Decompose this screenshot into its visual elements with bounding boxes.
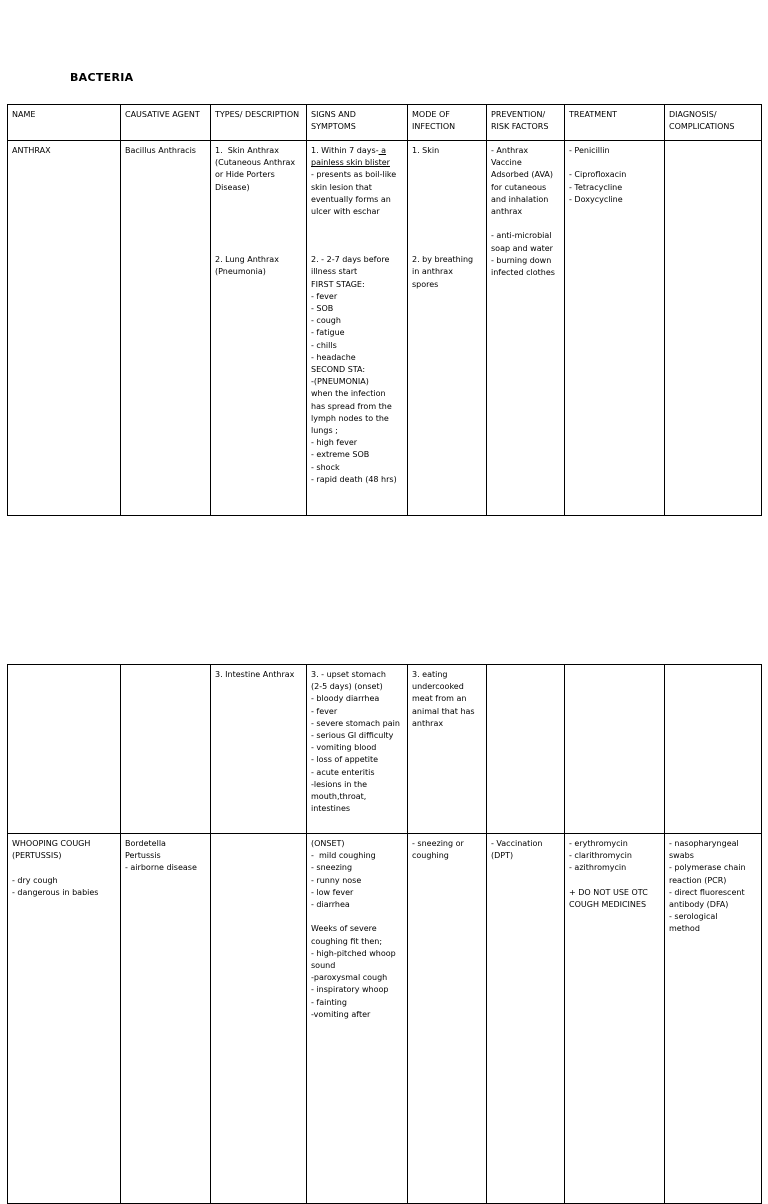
- text-line: COUGH MEDICINES: [569, 900, 647, 909]
- text-line: - rapid death (48 hrs): [311, 474, 397, 484]
- text-line: lymph nodes to the: [311, 413, 389, 423]
- text-line: - Tetracycline: [569, 182, 623, 192]
- treatment-penicillin: [569, 145, 660, 157]
- text-line: - mild coughing: [311, 851, 376, 861]
- text-line: -paroxysmal cough: [311, 973, 388, 983]
- text-line: skin lesion that: [311, 182, 372, 192]
- whooping-diagnosis: [665, 834, 762, 1204]
- text-line: - airborne disease: [125, 863, 197, 873]
- text-line: - SOB: [311, 304, 334, 314]
- treatment-antibiotics: [569, 169, 660, 206]
- text-line: (Pneumonia): [215, 267, 266, 277]
- page-title: BACTERIA: [70, 71, 134, 84]
- text-line: intestines: [311, 804, 351, 814]
- anthrax-signs: [307, 141, 408, 516]
- text-line: in anthrax: [412, 267, 453, 277]
- header-row: [8, 105, 762, 141]
- text-line: - extreme SOB: [311, 450, 370, 460]
- text-line: or Hide Porters: [215, 170, 275, 180]
- intestine-anthrax-row: [8, 665, 762, 834]
- text-line: Vaccine: [491, 158, 522, 168]
- text-line: when the infection: [311, 389, 386, 399]
- prevention-hygiene: [491, 230, 560, 279]
- text-line: - Ciprofloxacin: [569, 170, 627, 180]
- text-line: - cough: [311, 316, 341, 326]
- header-signs: SIGNS AND SYMPTOMS: [307, 105, 408, 141]
- text-line: - nasopharyngeal: [669, 839, 739, 848]
- anthrax-diagnosis: [665, 141, 762, 516]
- text-line: - azithromycin: [569, 863, 627, 873]
- skin-signs-underlined: painless skin blister: [311, 158, 390, 168]
- header-treatment: TREATMENT: [565, 105, 665, 141]
- text-line: Disease): [215, 182, 250, 192]
- anthrax-row: [8, 141, 762, 516]
- text-line: - vomiting blood: [311, 743, 377, 753]
- text-line: - serious GI difficulty: [311, 731, 394, 741]
- whooping-onset-signs: [311, 838, 403, 911]
- text-line: 3. eating: [412, 670, 448, 679]
- text-line: 2. Lung Anthrax: [215, 254, 279, 264]
- text-line: - fainting: [311, 997, 347, 1007]
- header-diagnosis: DIAGNOSIS/ COMPLICATIONS: [665, 105, 762, 141]
- text-line: - fever: [311, 291, 338, 301]
- whooping-cough-row: [8, 834, 762, 1204]
- text-line: Pertussis: [125, 851, 161, 861]
- text-line: - acute enteritis: [311, 767, 375, 777]
- text-line: method: [669, 924, 700, 934]
- anthrax-name: ANTHRAX: [8, 141, 121, 516]
- text-line: illness start: [311, 267, 358, 277]
- text-line: - presents as boil-like: [311, 170, 397, 180]
- header-prevention: PREVENTION/ RISK FACTORS: [487, 105, 565, 141]
- text-line: - diarrhea: [311, 900, 350, 910]
- text-line: - sneezing: [311, 863, 353, 873]
- text-line: - direct fluorescent: [669, 887, 745, 897]
- text-line: - Doxycycline: [569, 194, 623, 204]
- text-line: for cutaneous: [491, 182, 547, 192]
- text-line: - runny nose: [311, 875, 362, 885]
- skin-signs: [311, 169, 403, 218]
- text-line: has spread from the: [311, 401, 392, 411]
- whooping-treatment: [565, 834, 665, 1204]
- text-line: 2. by breathing: [412, 255, 474, 265]
- header-name: NAME: [8, 105, 121, 141]
- text-line: + DO NOT USE OTC: [569, 887, 648, 897]
- text-line: SECOND STA:: [311, 365, 366, 375]
- header-causative-agent: CAUSATIVE AGENT: [121, 105, 211, 141]
- text-line: - loss of appetite: [311, 755, 379, 765]
- text-line: sound: [311, 961, 336, 971]
- text-line: 1. Skin Anthrax: [215, 146, 279, 155]
- anthrax-mode: [408, 141, 487, 516]
- text-line: swabs: [669, 851, 694, 861]
- skin-mode: 1. Skin: [412, 146, 440, 155]
- text-line: 3. - upset stomach: [311, 670, 386, 679]
- text-line: animal that has: [412, 706, 475, 716]
- text-line: Adsorbed (AVA): [491, 170, 554, 180]
- text-line: -(PNEUMONIA): [311, 377, 369, 387]
- text-line: - serological: [669, 912, 718, 922]
- anthrax-treatment: [565, 141, 665, 516]
- text-line: Bordetella: [125, 839, 166, 848]
- text-line: coughing fit then;: [311, 936, 383, 946]
- text-line: - chills: [311, 340, 337, 350]
- text-line: (Cutaneous Anthrax: [215, 158, 296, 168]
- text-line: meat from an: [412, 694, 467, 704]
- whooping-mode: [408, 834, 487, 1204]
- text-line: - Anthrax: [491, 146, 529, 155]
- skin-signs-first-line: 1. Within 7 days- a: [311, 146, 387, 155]
- text-line: - high-pitched whoop: [311, 948, 396, 958]
- header-mode: MODE OF INFECTION: [408, 105, 487, 141]
- text-line: - dry cough: [12, 875, 58, 885]
- text-line: spores: [412, 279, 439, 289]
- text-line: FIRST STAGE:: [311, 279, 365, 289]
- text-line: ulcer with eschar: [311, 207, 380, 217]
- text-line: - shock: [311, 462, 340, 472]
- text-line: antibody (DFA): [669, 900, 729, 910]
- text-line: infected clothes: [491, 268, 555, 278]
- text-line: Weeks of severe: [311, 924, 377, 934]
- text-line: - Vaccination: [491, 839, 543, 848]
- text-line: eventually forms an: [311, 194, 391, 204]
- text-line: (DPT): [491, 851, 514, 861]
- text-line: anthrax: [491, 207, 523, 217]
- text-line: - high fever: [311, 438, 358, 448]
- text-line: - inspiratory whoop: [311, 985, 389, 995]
- intestine-mode: [408, 665, 487, 834]
- intestine-signs: [307, 665, 408, 834]
- text-line: - fatigue: [311, 328, 345, 338]
- text-line: - sneezing or: [412, 839, 464, 848]
- text-line: anthrax: [412, 718, 444, 728]
- lung-mode: [412, 254, 482, 291]
- text-line: - bloody diarrhea: [311, 694, 380, 704]
- header-types: TYPES/ DESCRIPTION: [211, 105, 307, 141]
- text-line: - headache: [311, 352, 356, 362]
- whooping-severe-signs: [311, 923, 403, 1021]
- text-line: -lesions in the: [311, 779, 368, 789]
- whooping-name: [8, 834, 121, 1204]
- intestine-type: 3. Intestine Anthrax: [211, 665, 307, 834]
- text-line: (2-5 days) (onset): [311, 682, 383, 692]
- text-line: mouth,throat,: [311, 792, 367, 802]
- skin-anthrax-type: [215, 145, 302, 194]
- text-line: 2. - 2-7 days before: [311, 255, 390, 265]
- text-line: - fever: [311, 706, 338, 716]
- otc-warning: [569, 887, 660, 911]
- text-line: -vomiting after: [311, 1009, 371, 1019]
- prevention-vaccine: [491, 145, 560, 218]
- lung-signs: [311, 254, 403, 486]
- text-line: WHOOPING COUGH: [12, 839, 91, 848]
- text-line: reaction (PCR): [669, 875, 727, 885]
- anthrax-agent: Bacillus Anthracis: [121, 141, 211, 516]
- text-line: soap and water: [491, 243, 553, 253]
- text-line: - burning down: [491, 255, 552, 265]
- text-line: coughing: [412, 851, 449, 861]
- text-line: - anti-microbial: [491, 231, 552, 241]
- bacteria-table-part2: [7, 664, 762, 1204]
- whooping-agent: [121, 834, 211, 1204]
- text-line: undercooked: [412, 682, 464, 692]
- bacteria-table-part1: [7, 104, 762, 516]
- text-line: (PERTUSSIS): [12, 851, 62, 861]
- text-line: - dangerous in babies: [12, 887, 99, 897]
- text-line: - erythromycin: [569, 839, 628, 848]
- lung-anthrax-type: [215, 254, 302, 278]
- text-line: - severe stomach pain: [311, 718, 400, 728]
- text-line: - polymerase chain: [669, 863, 746, 873]
- text-line: lungs ;: [311, 426, 338, 436]
- whooping-types: [211, 834, 307, 1204]
- text-line: - clarithromycin: [569, 851, 632, 861]
- text-line: (ONSET): [311, 839, 345, 848]
- whooping-prevention: [487, 834, 565, 1204]
- anthrax-types: [211, 141, 307, 516]
- whooping-signs: [307, 834, 408, 1204]
- text-line: - low fever: [311, 887, 354, 897]
- text-line: - Penicillin: [569, 146, 610, 155]
- text-line: and inhalation: [491, 194, 549, 204]
- anthrax-prevention: [487, 141, 565, 516]
